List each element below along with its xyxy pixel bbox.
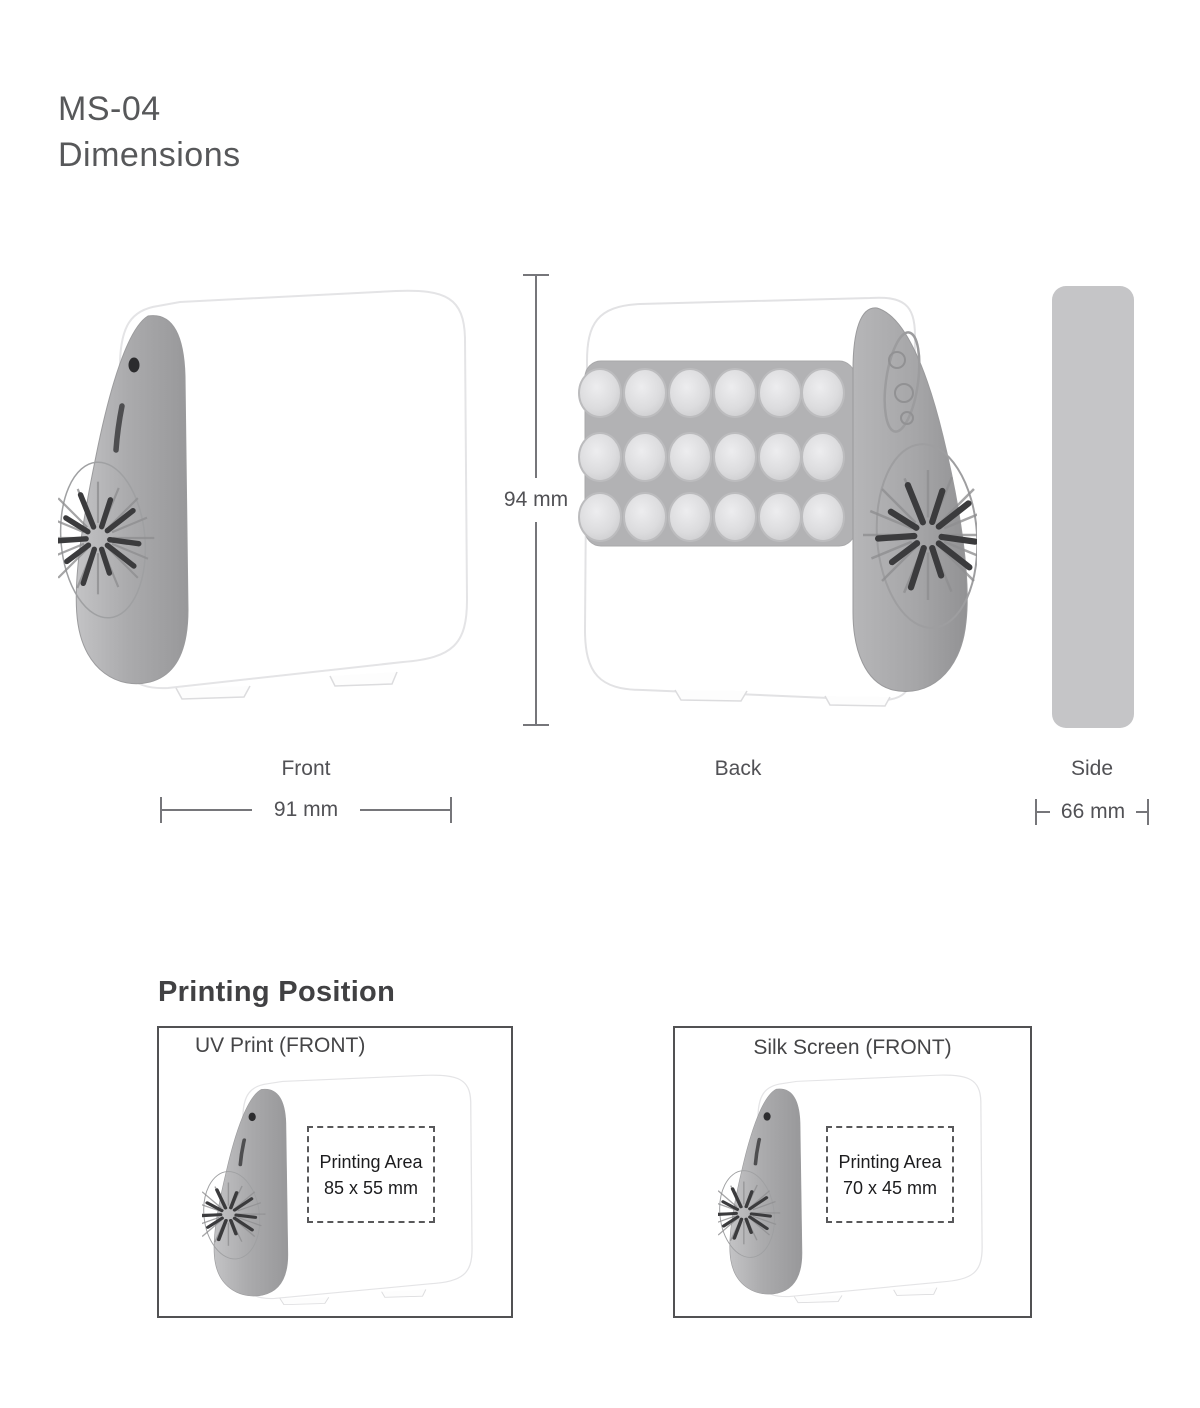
back-view-image: [575, 278, 977, 708]
side-view-image: [1052, 286, 1134, 728]
uv-print-area-box: [307, 1126, 435, 1223]
dimension-line: [535, 522, 537, 724]
page-title: [58, 86, 241, 178]
height-dimension-label: 94 mm: [503, 488, 569, 511]
height-dimension: [503, 274, 569, 726]
side-view-label: Side: [1070, 757, 1114, 780]
dimension-line: [535, 276, 537, 478]
front-view-label: Front: [281, 757, 331, 780]
silk-screen-area-size: 70 x 45 mm: [842, 1177, 938, 1198]
uv-print-area-label: Printing Area: [319, 1151, 423, 1172]
dimension-line: [1136, 811, 1147, 813]
uv-print-panel-title: UV Print (FRONT): [195, 1034, 366, 1057]
model-name: MS-04: [58, 90, 161, 128]
dimension-tick: [450, 797, 452, 823]
dimension-line: [360, 809, 450, 811]
silk-screen-panel-title: Silk Screen (FRONT): [753, 1036, 952, 1059]
page-subtitle: Dimensions: [58, 136, 241, 174]
dimension-line: [162, 809, 252, 811]
dimension-line: [1037, 811, 1050, 813]
silk-screen-panel: [673, 1026, 1032, 1318]
uv-print-area-size: 85 x 55 mm: [323, 1177, 419, 1198]
dimension-tick: [523, 724, 549, 726]
front-view-image: [58, 278, 473, 705]
silk-screen-area-box: [826, 1126, 954, 1223]
width-dimension: [160, 796, 452, 824]
depth-dimension: [1035, 798, 1149, 826]
dimension-tick: [1147, 799, 1149, 825]
uv-print-panel: [157, 1026, 513, 1318]
back-view-label: Back: [714, 757, 762, 780]
printing-section-heading: Printing Position: [158, 976, 396, 1008]
depth-dimension-label: 66 mm: [1060, 800, 1126, 823]
width-dimension-label: 91 mm: [273, 798, 339, 821]
silk-screen-area-label: Printing Area: [838, 1151, 942, 1172]
